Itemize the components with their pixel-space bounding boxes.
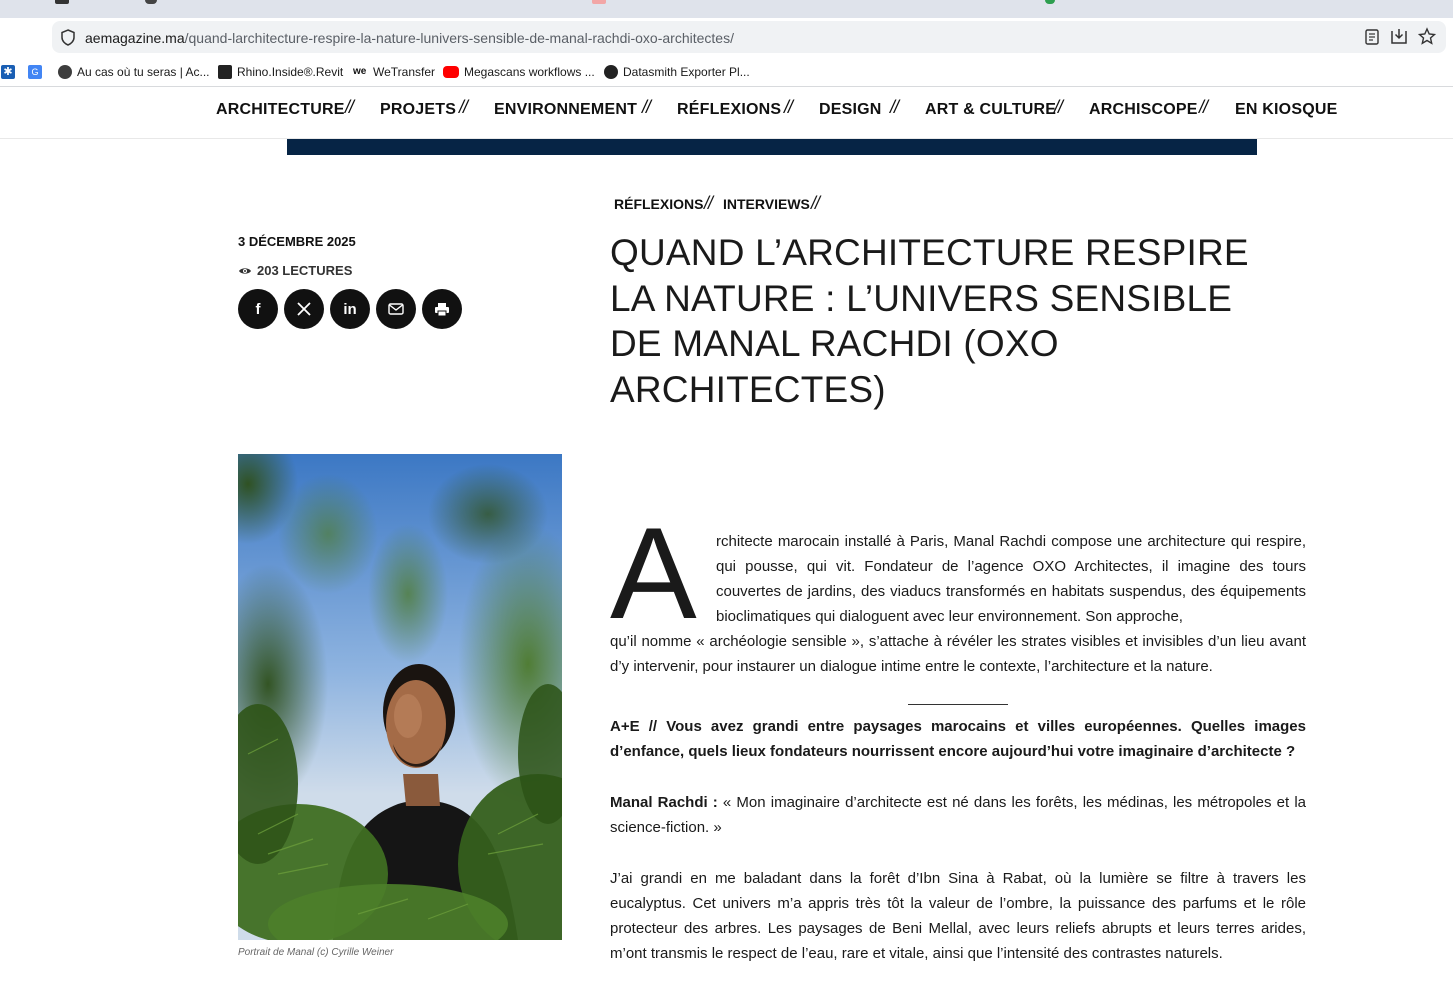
bookmark-label: Au cas où tu seras | Ac... bbox=[77, 65, 210, 79]
category-separator: // bbox=[704, 193, 713, 213]
bookmark-star-icon[interactable] bbox=[1418, 27, 1436, 47]
tab-favicon-fragment bbox=[145, 0, 157, 4]
bookmark-label: Megascans workflows ... bbox=[464, 65, 595, 79]
category-link-interviews[interactable]: INTERVIEWS bbox=[723, 196, 810, 212]
share-linkedin-button[interactable] bbox=[330, 289, 370, 329]
globe-icon bbox=[58, 65, 72, 79]
intro-paragraph-first: rchitecte marocain installé à Paris, Manal Rachdi compose une architecture qui respire, qui pousse, qui vit. Fondateur de l’agence OXO Architectes, il imagine des tours couvertes de jardins, des viaducs transformés en habitats suspendus, des équipements bioclimatiques qui dialoguent avec leur environnement. Son approche, bbox=[716, 533, 1306, 625]
nav-item-archiscope[interactable]: ARCHISCOPE bbox=[1089, 101, 1198, 118]
youtube-icon bbox=[443, 66, 459, 78]
nav-item-design[interactable]: DESIGN bbox=[819, 101, 882, 118]
answer-speaker: Manal Rachdi : bbox=[610, 794, 718, 811]
share-x-button[interactable] bbox=[284, 289, 324, 329]
drop-cap: A bbox=[610, 500, 697, 646]
interview-answer bbox=[610, 790, 1306, 840]
answer-paragraph: J’ai grandi en me baladant dans la forêt d’Ibn Sina à Rabat, où la lumière se filtre à travers les eucalyptus. Cet univers m’a appris très tôt la valeur de l’ombre, la puissance des parfums et le rôle protecteur des arbres. Les paysages de Beni Mellal, avec leurs reliefs abrupts et leurs terres arides, m’ont transmis le respect de l’eau, rare et vitale, ainsi que l’intensité des contrastes naturels. bbox=[610, 870, 1306, 962]
view-count bbox=[238, 263, 352, 278]
portrait-photo bbox=[238, 454, 562, 940]
unreal-icon bbox=[604, 65, 618, 79]
share-email-button[interactable] bbox=[376, 289, 416, 329]
nav-item-environnement[interactable]: ENVIRONNEMENT bbox=[494, 101, 638, 118]
printer-icon bbox=[434, 302, 450, 317]
view-count-label: 203 LECTURES bbox=[257, 263, 353, 278]
rhino-icon bbox=[218, 65, 232, 79]
wetransfer-icon: we bbox=[353, 66, 367, 77]
shield-icon[interactable] bbox=[60, 29, 76, 46]
reader-view-icon[interactable] bbox=[1363, 27, 1381, 47]
linkedin-icon: in bbox=[343, 300, 357, 318]
bookmark-item[interactable] bbox=[218, 63, 343, 81]
nav-separator: // bbox=[642, 97, 651, 117]
tab-favicon-fragment bbox=[592, 0, 606, 4]
nav-separator: // bbox=[1199, 97, 1208, 117]
x-icon bbox=[297, 302, 311, 316]
category-link-reflexions[interactable]: RÉFLEXIONS bbox=[614, 196, 704, 212]
nav-item-projets[interactable]: PROJETS bbox=[380, 101, 457, 118]
bookmark-item[interactable] bbox=[58, 63, 210, 81]
nav-item-reflexions[interactable]: RÉFLEXIONS bbox=[677, 101, 782, 118]
bookmark-item[interactable] bbox=[28, 63, 47, 81]
share-print-button[interactable] bbox=[422, 289, 462, 329]
answer-text: « Mon imaginaire d’architecte est né dans les forêts, les médinas, les métropoles et la science-fiction. » bbox=[610, 794, 1306, 836]
bookmark-label: Datasmith Exporter Pl... bbox=[623, 65, 750, 79]
tab-strip[interactable] bbox=[0, 0, 1453, 18]
nav-item-architecture[interactable]: ARCHITECTURE bbox=[216, 101, 345, 118]
divider bbox=[908, 704, 1008, 705]
banner-strip bbox=[287, 139, 1257, 155]
interview-question: A+E // Vous avez grandi entre paysages marocains et villes européennes. Quelles images d’enfance, quels lieux fondateurs nourrissent encore aujourd’hui votre imaginaire d’architecte ? bbox=[610, 718, 1306, 760]
article-title: QUAND L’ARCHITECTURE RESPIRE LA NATURE : L’UNIVERS SENSIBLE DE MANAL RACHDI (OXO ARCHITECTES) bbox=[610, 232, 1249, 410]
tab-favicon-fragment bbox=[1045, 0, 1055, 4]
bookmark-label: Rhino.Inside®.Revit bbox=[237, 65, 344, 79]
nav-separator: // bbox=[345, 97, 354, 117]
translate-icon: G bbox=[28, 65, 42, 79]
nav-separator: // bbox=[784, 97, 793, 117]
asterisk-icon: ✱ bbox=[1, 65, 15, 79]
nav-separator: // bbox=[890, 97, 899, 117]
bookmark-item[interactable] bbox=[1, 63, 20, 81]
intro-paragraph-rest: qu’il nomme « archéologie sensible », s’attache à révéler les strates visibles et invisibles d’un lieu avant d’y intervenir, pour instaurer un dialogue intime entre le contexte, l’architecture et la nature. bbox=[610, 633, 1306, 675]
nav-item-art-culture[interactable]: ART & CULTURE bbox=[925, 101, 1057, 118]
url-path: /quand-larchitecture-respire-la-nature-lunivers-sensible-de-manal-rachdi-oxo-architectes/ bbox=[184, 30, 734, 46]
url-text[interactable] bbox=[85, 30, 734, 46]
facebook-icon: f bbox=[255, 300, 261, 318]
nav-separator: // bbox=[459, 97, 468, 117]
bookmark-label: WeTransfer bbox=[373, 65, 436, 79]
bookmark-item[interactable] bbox=[604, 63, 750, 81]
category-separator: // bbox=[811, 193, 820, 213]
share-facebook-button[interactable] bbox=[238, 289, 278, 329]
nav-separator: // bbox=[1054, 97, 1063, 117]
bookmark-item[interactable] bbox=[443, 63, 595, 81]
eye-icon bbox=[238, 266, 252, 276]
envelope-icon bbox=[388, 303, 404, 315]
save-to-pocket-icon[interactable] bbox=[1390, 27, 1408, 47]
tab-favicon-fragment bbox=[55, 0, 69, 4]
photo-caption: Portrait de Manal (c) Cyrille Weiner bbox=[238, 947, 394, 958]
publish-date: 3 DÉCEMBRE 2025 bbox=[238, 234, 356, 249]
bookmark-item[interactable] bbox=[353, 63, 435, 81]
url-host: aemagazine.ma bbox=[85, 30, 185, 46]
nav-item-en-kiosque[interactable]: EN KIOSQUE bbox=[1235, 101, 1338, 118]
